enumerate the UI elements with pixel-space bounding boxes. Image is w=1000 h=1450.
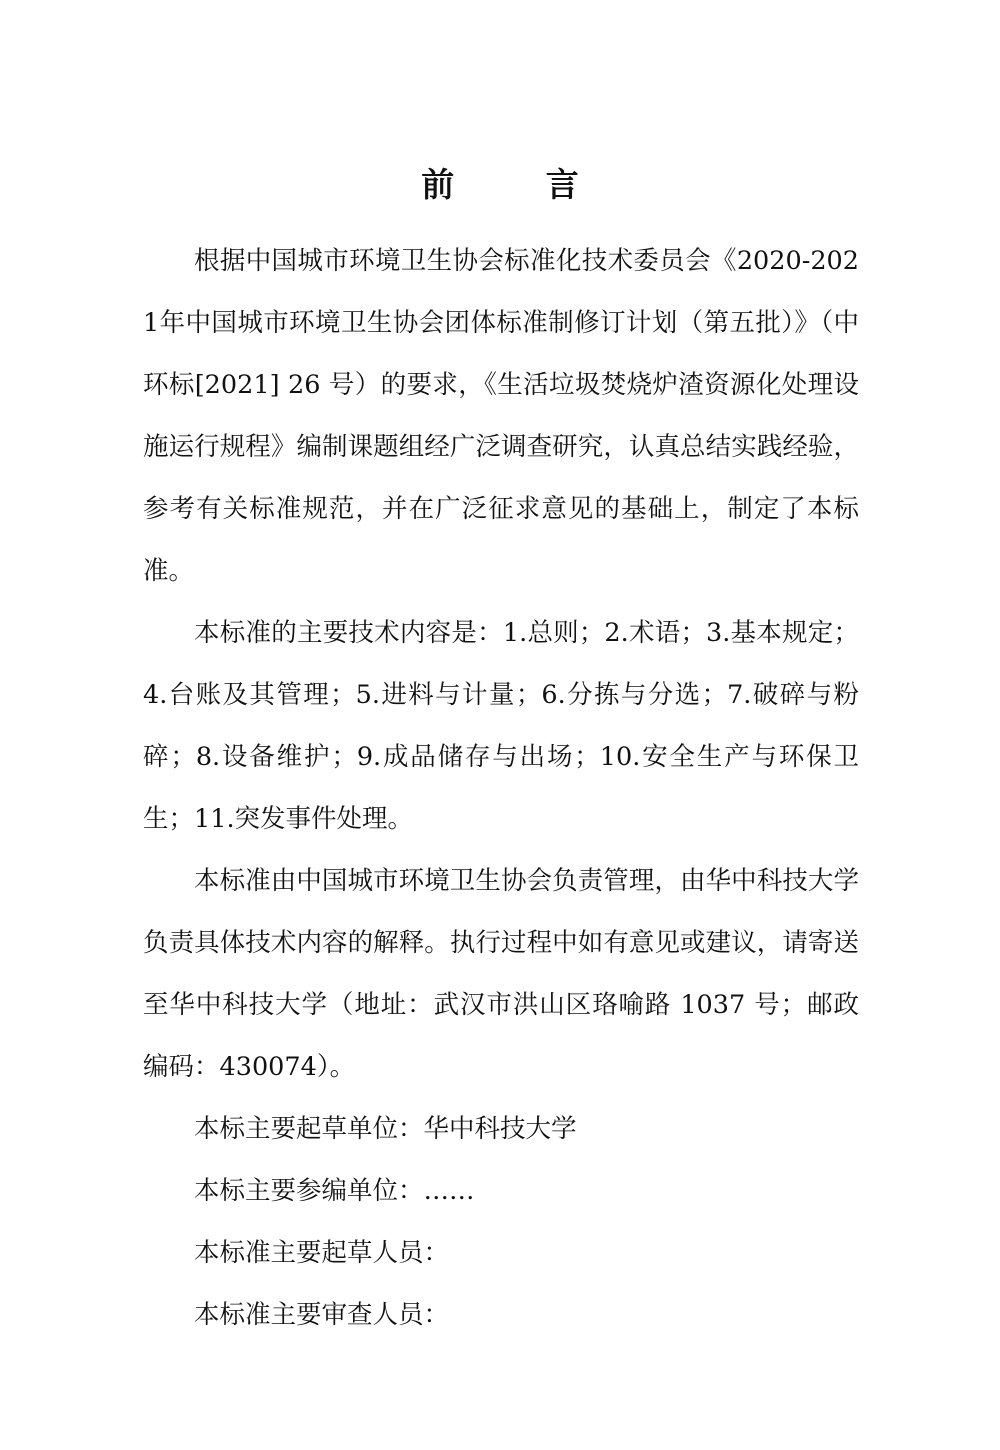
credit-drafting-staff: 本标准主要起草人员： (194, 1238, 450, 1268)
document-body (143, 230, 859, 1346)
paragraph-contents: 本标准的主要技术内容是：1.总则；2.术语；3.基本规定；4.台账及其管理；5.进料与计量；6.分拣与分选；7.破碎与粉碎；8.设备维护；9.成品储存与出场；10.安全生产与环保卫生；11.突发事件处理。 (143, 618, 859, 834)
credit-participating-unit: 本标主要参编单位：…… (194, 1176, 475, 1206)
credit-review-staff: 本标准主要审查人员： (194, 1300, 450, 1330)
credit-drafting-unit: 本标主要起草单位：华中科技大学 (194, 1114, 577, 1144)
paragraph-management: 本标准由中国城市环境卫生协会负责管理，由华中科技大学负责具体技术内容的解释。执行过程中如有意见或建议，请寄送至华中科技大学（地址：武汉市洪山区珞喻路 1037 号；邮政编码：430074）。 (143, 866, 859, 1082)
paragraph-basis: 根据中国城市环境卫生协会标准化技术委员会《2020-2021年中国城市环境卫生协会团体标准制修订计划（第五批）》（中环标[2021] 26 号）的要求，《生活垃圾焚烧炉渣资源化处理设施运行规程》编制课题组经广泛调查研究，认真总结实践经验，参考有关标准规范，并在广泛征求意见的基础上，制定了本标准。 (143, 246, 859, 586)
page-title: 前 言 (421, 165, 619, 204)
